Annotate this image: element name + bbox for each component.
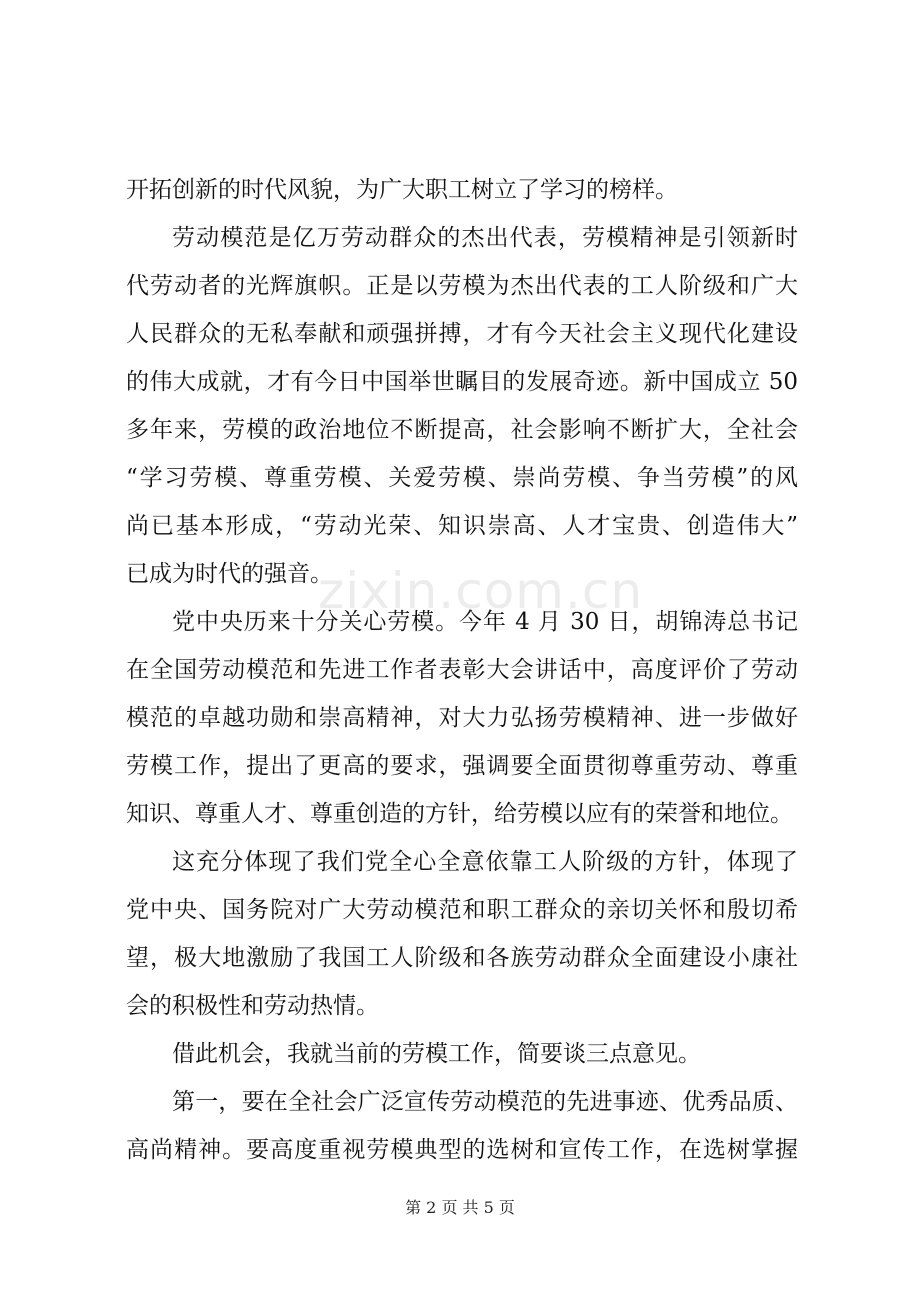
body-text	[126, 166, 798, 1174]
text-line: 党中央、国务院对广大劳动模范和职工群众的亲切关怀和殷切希	[126, 897, 798, 923]
text-line: 模范的卓越功勋和崇高精神，对大力弘扬劳模精神、进一步做好	[126, 705, 798, 731]
text-line: 代劳动者的光辉旗帜。正是以劳模为杰出代表的工人阶级和广大	[126, 273, 798, 299]
text-line: 借此机会，我就当前的劳模工作，简要谈三点意见。	[172, 1041, 701, 1067]
watermark: zixin.com.cn	[318, 562, 644, 620]
text-line: 会的积极性和劳动热情。	[126, 993, 379, 1019]
text-line: 开拓创新的时代风貌，为广大职工树立了学习的榜样。	[126, 177, 678, 203]
text-line: 劳模工作，提出了更高的要求，强调要全面贯彻尊重劳动、尊重	[126, 753, 798, 779]
page-footer: 第 2 页 共 5 页	[405, 1198, 515, 1217]
text-line: 党中央历来十分关心劳模。今年 4 月 30 日，胡锦涛总书记	[172, 609, 798, 635]
text-line: 人民群众的无私奉献和顽强拼搏，才有今天社会主义现代化建设	[126, 321, 798, 347]
text-line: 知识、尊重人才、尊重创造的方针，给劳模以应有的荣誉和地位。	[126, 801, 793, 827]
text-line: 尚已基本形成，“劳动光荣、知识崇高、人才宝贵、创造伟大”	[126, 513, 798, 539]
text-line: 劳动模范是亿万劳动群众的杰出代表，劳模精神是引领新时	[172, 225, 798, 251]
text-line: 在全国劳动模范和先进工作者表彰大会讲话中，高度评价了劳动	[126, 657, 798, 683]
text-line: 已成为时代的强音。	[126, 561, 333, 587]
text-line: 这充分体现了我们党全心全意依靠工人阶级的方针，体现了	[172, 849, 798, 875]
text-line: 高尚精神。要高度重视劳模典型的选树和宣传工作，在选树掌握	[126, 1137, 798, 1163]
text-line: 第一，要在全社会广泛宣传劳动模范的先进事迹、优秀品质、	[172, 1089, 798, 1115]
text-line: 望，极大地激励了我国工人阶级和各族劳动群众全面建设小康社	[126, 945, 798, 971]
text-line: 的伟大成就，才有今日中国举世瞩目的发展奇迹。新中国成立 50	[126, 369, 798, 395]
text-line: “学习劳模、尊重劳模、关爱劳模、崇尚劳模、争当劳模”的风	[126, 465, 798, 491]
text-line: 多年来，劳模的政治地位不断提高，社会影响不断扩大，全社会	[126, 417, 798, 443]
